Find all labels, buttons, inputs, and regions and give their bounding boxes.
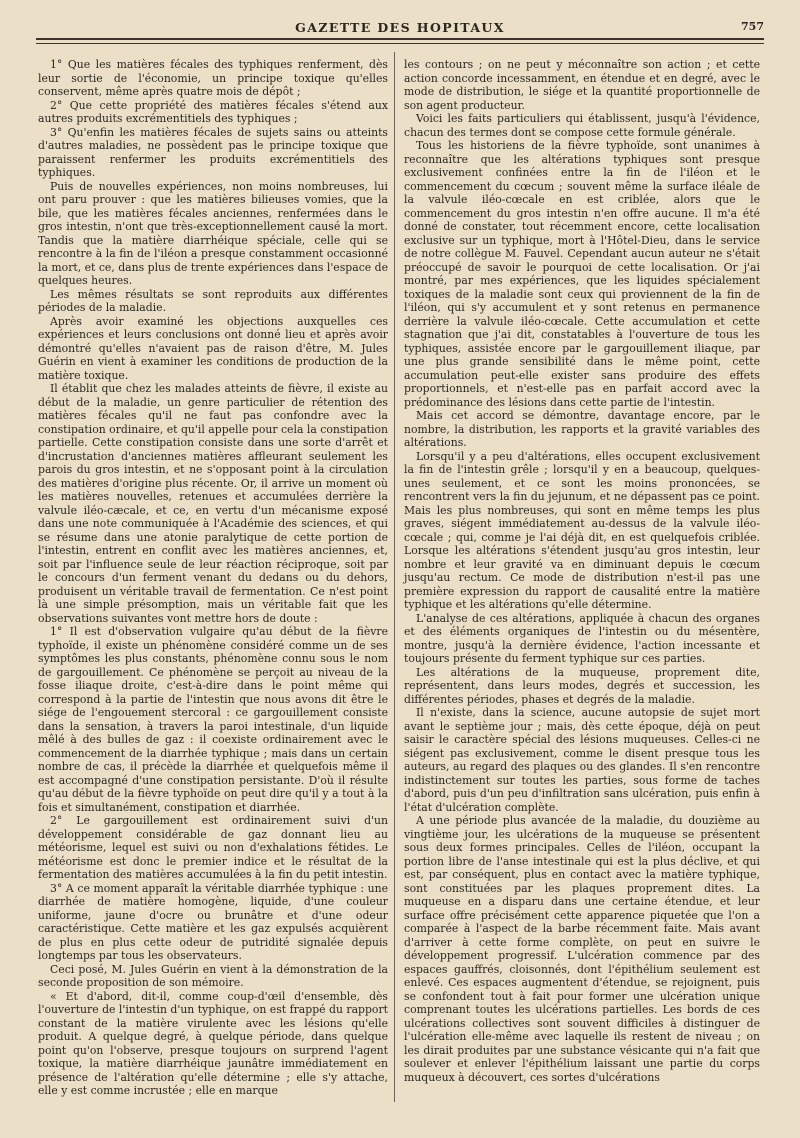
paragraph: Les mêmes résultats se sont reproduits aux différentes périodes de la maladie. — [38, 287, 388, 314]
paragraph: « Et d'abord, dit-il, comme coup-d'œil d'ensemble, dès l'ouverture de l'intestin d'un typhique, on est frappé du rapport constant de la matière virulente avec les lésions qu'elle produit. A quelque degré, à quelque période, dans quelque point qu'on l'observe, presque toujours on surprend l'agent toxique, la matière diarrhéique jaunâtre immédiatement en présence de l'altération qu'elle détermine ; elle s'y attache, elle y est comme incrustée ; elle en marque — [38, 989, 388, 1097]
paragraph: 1° Que les matières fécales des typhiques renferment, dès leur sortie de l'économie, un principe toxique qu'elles conservent, même après quatre mois de dépôt ; — [38, 58, 388, 98]
paragraph: les contours ; on ne peut y méconnaître son action ; et cette action concorde incessamment, en étendue et en degré, avec le mode de distribution, le siége et la quantité proportionnelle de son agent producteur. — [404, 58, 760, 112]
paragraph: A une période plus avancée de la maladie, du douzième au vingtième jour, les ulcérations de la muqueuse se présentent sous deux formes principales. Celles de l'iléon, occupant la portion libre de l'anse intestinale qui est la plus déclive, et qui est, par conséquent, plus en contact avec la matière typhique, sont constituées par les plaques proprement dites. La muqueuse en a disparu dans une certaine étendue, et leur surface offre précisément cette apparence piquetée que l'on a comparée à l'aspect de la barbe récemment faite. Mais avant d'arriver à cette forme complète, on peut en suivre le développement progressif. L'ulcération commence par des espaces gauffrés, cloisonnés, dont l'épithélium seulement est enlevé. Ces espaces augmentent d'étendue, se rejoignent, puis se confondent tout à fait pour former une ulcération unique comprenant toutes les ulcérations partielles. Les bords de ces ulcérations collectives sont souvent difficiles à distinguer de l'ulcération elle-même avec laquelle ils restent de niveau ; on les dirait produites par une substance vésicante qui n'a fait que soulever et enlever l'épithélium laissant une partie du corps muqueux à découvert, ces sortes d'ulcérations — [404, 814, 760, 1084]
page-number: 757 — [741, 20, 764, 33]
paragraph: 1° Il est d'observation vulgaire qu'au début de la fièvre typhoïde, il existe un phénomène considéré comme un de ses symptômes les plus constants, phénomène connu sous le nom de gargouillement. Ce phénomène se perçoit au niveau de la fosse iliaque droite, c'est-à-dire dans le point même qui correspond à la partie de l'intestin que nous avons dit être le siége de l'engouement stercoral : ce gargouillement consiste dans la sensation, à travers la paroi intestinale, d'un liquide mêlé à des bulles de gaz : il coexiste ordinairement avec le commencement de la diarrhée typhique ; mais dans un certain nombre de cas, il précède la diarrhée et quelquefois même il est accompagné d'une constipation persistante. D'où il résulte qu'au début de la fièvre typhoïde on peut dire qu'il y a tout à la fois et simultanément, constipation et diarrhée. — [38, 625, 388, 814]
paragraph: Ceci posé, M. Jules Guérin en vient à la démonstration de la seconde proposition de son mémoire. — [38, 962, 388, 989]
paragraph: Puis de nouvelles expériences, non moins nombreuses, lui ont paru prouver : que les matières bilieuses vomies, que la bile, que les matières fécales anciennes, renfermées dans le gros intestin, n'ont que très-exceptionnellement causé la mort. Tandis que la matière diarrhéique spéciale, celle qui se rencontre à la fin de l'iléon a presque constamment occasionné la mort, et ce, dans plus de trente expériences dans l'espace de quelques heures. — [38, 179, 388, 287]
journal-title: GAZETTE DES HOPITAUX — [295, 20, 505, 35]
paragraph: 3° A ce moment apparaît la véritable diarrhée typhique : une diarrhée de matière homogène, liquide, d'une couleur uniforme, jaune d'ocre ou brunâtre et d'une odeur caractéristique. Cette matière et les gaz expulsés acquièrent de plus en plus cette odeur de putridité signalée depuis longtemps par tous les observateurs. — [38, 881, 388, 962]
paragraph: Voici les faits particuliers qui établissent, jusqu'à l'évidence, chacun des termes dont se compose cette formule générale. — [404, 112, 760, 139]
paragraph: Tous les historiens de la fièvre typhoïde, sont unanimes à reconnaître que les altérations typhiques sont presque exclusivement confinées entre la fin de l'iléon et le commencement du cœcum ; souvent même la surface iléale de la valvule iléo-cœcale en est criblée, alors que le commencement du gros intestin n'en offre aucune. Il m'a été donné de constater, tout récemment encore, cette localisation exclusive sur un typhique, mort à l'Hôtel-Dieu, dans le service de notre collègue M. Fauvel. Cependant aucun auteur ne s'était préoccupé de savoir le pourquoi de cette localisation. Or j'ai montré, par mes expériences, que les liquides spécialement toxiques de la maladie sont ceux qui proviennent de la fin de l'iléon, qui s'y accumulent et y sont retenus en permanence derrière la valvule iléo-cœcale. Cette accumulation et cette stagnation que j'ai dit, constatables à l'ouverture de tous les typhiques, assistée encore par le gargouillement iliaque, par une plus grande sensibilité dans le même point, cette accumulation peut-elle exister sans produire des effets proportionnels, et n'est-elle pas en parfait accord avec la prédominance des lésions dans cette partie de l'intestin. — [404, 139, 760, 409]
paragraph: Après avoir examiné les objections auxquelles ces expériences et leurs conclusions ont donné lieu et après avoir démontré qu'elles n'avaient pas de raison d'être, M. Jules Guérin en vient à examiner les conditions de production de la matière toxique. — [38, 314, 388, 382]
paragraph: 3° Qu'enfin les matières fécales de sujets sains ou atteints d'autres maladies, ne possèdent pas le principe toxique que paraissent renfermer les produits excrémentitiels des typhiques. — [38, 125, 388, 179]
paragraph: 2° Que cette propriété des matières fécales s'étend aux autres produits excrémentitiels des typhiques ; — [38, 98, 388, 125]
left-column — [38, 58, 388, 1098]
column-divider — [394, 52, 395, 1102]
paragraph: Lorsqu'il y a peu d'altérations, elles occupent exclusivement la fin de l'intestin grêle ; lorsqu'il y en a beaucoup, quelques-unes seulement, et ce sont les moins prononcées, se rencontrent vers la fin du jejunum, et ne dépassent pas ce point. Mais les plus nombreuses, qui sont en même temps les plus graves, siégent immédiatement au-dessus de la valvule iléo-cœcale ; qui, comme je l'ai déjà dit, en est quelquefois criblée. Lorsque les altérations s'étendent jusqu'au gros intestin, leur nombre et leur gravité va en diminuant depuis le cœcum jusqu'au rectum. Ce mode de distribution n'est-il pas une première expression du rapport de causalité entre la matière typhique et les altérations qu'elle détermine. — [404, 449, 760, 611]
paragraph: Il n'existe, dans la science, aucune autopsie de sujet mort avant le septième jour ; mais, dès cette époque, déjà on peut saisir le caractère spécial des lésions muqueuses. Celles-ci ne siégent pas exclusivement, comme le disent presque tous les auteurs, au regard des plaques ou des glandes. Il s'en rencontre indistinctement sur toutes les parties, sous forme de taches d'abord, puis d'un peu d'infiltration sans ulcération, puis enfin à l'état d'ulcération complète. — [404, 706, 760, 814]
running-header — [36, 10, 764, 36]
paragraph: 2° Le gargouillement est ordinairement suivi d'un développement considérable de gaz donnant lieu au météorisme, lequel est suivi ou non d'exhalations fétides. Le météorisme est donc le premier indice et le résultat de la fermentation des matières accumulées à la fin du petit intestin. — [38, 814, 388, 881]
header-rule-thin — [36, 43, 764, 44]
paragraph: L'analyse de ces altérations, appliquée à chacun des organes et des éléments organiques de l'intestin ou du mésentère, montre, jusqu'à la dernière évidence, l'action incessante et toujours présente du ferment typhique sur ces parties. — [404, 611, 760, 665]
paragraph: Il établit que chez les malades atteints de fièvre, il existe au début de la maladie, un genre particulier de rétention des matières fécales qu'il ne faut pas confondre avec la constipation ordinaire, et qu'il appelle pour cela la constipation partielle. Cette constipation consiste dans une sorte d'arrêt et d'incrustation d'anciennes matières affleurant seulement les parois du gros intestin, et ne s'opposant point à la circulation des matières d'origine plus récente. Or, il arrive un moment où les matières nouvelles, retenues et accumulées derrière la valvule iléo-cæcale, et ce, en vertu d'un mécanisme exposé dans une note communiquée à l'Académie des sciences, et qui se résume dans une atonie paralytique de cette portion de l'intestin, entrent en conflit avec les matières anciennes, et, soit par l'influence seule de leur réaction réciproque, soit par le concours d'un ferment venant du dedans ou du dehors, produisent un véritable travail de fermentation. Ce n'est point là une simple présomption, mais un véritable fait que les observations suivantes vont mettre hors de doute : — [38, 382, 388, 625]
right-column — [404, 58, 760, 1084]
paragraph: Mais cet accord se démontre, davantage encore, par le nombre, la distribution, les rapports et la gravité variables des altérations. — [404, 409, 760, 449]
header-rule-thick — [36, 38, 764, 40]
paragraph: Les altérations de la muqueuse, proprement dite, représentent, dans leurs modes, degrés et succession, les différentes périodes, phases et degrés de la maladie. — [404, 665, 760, 706]
